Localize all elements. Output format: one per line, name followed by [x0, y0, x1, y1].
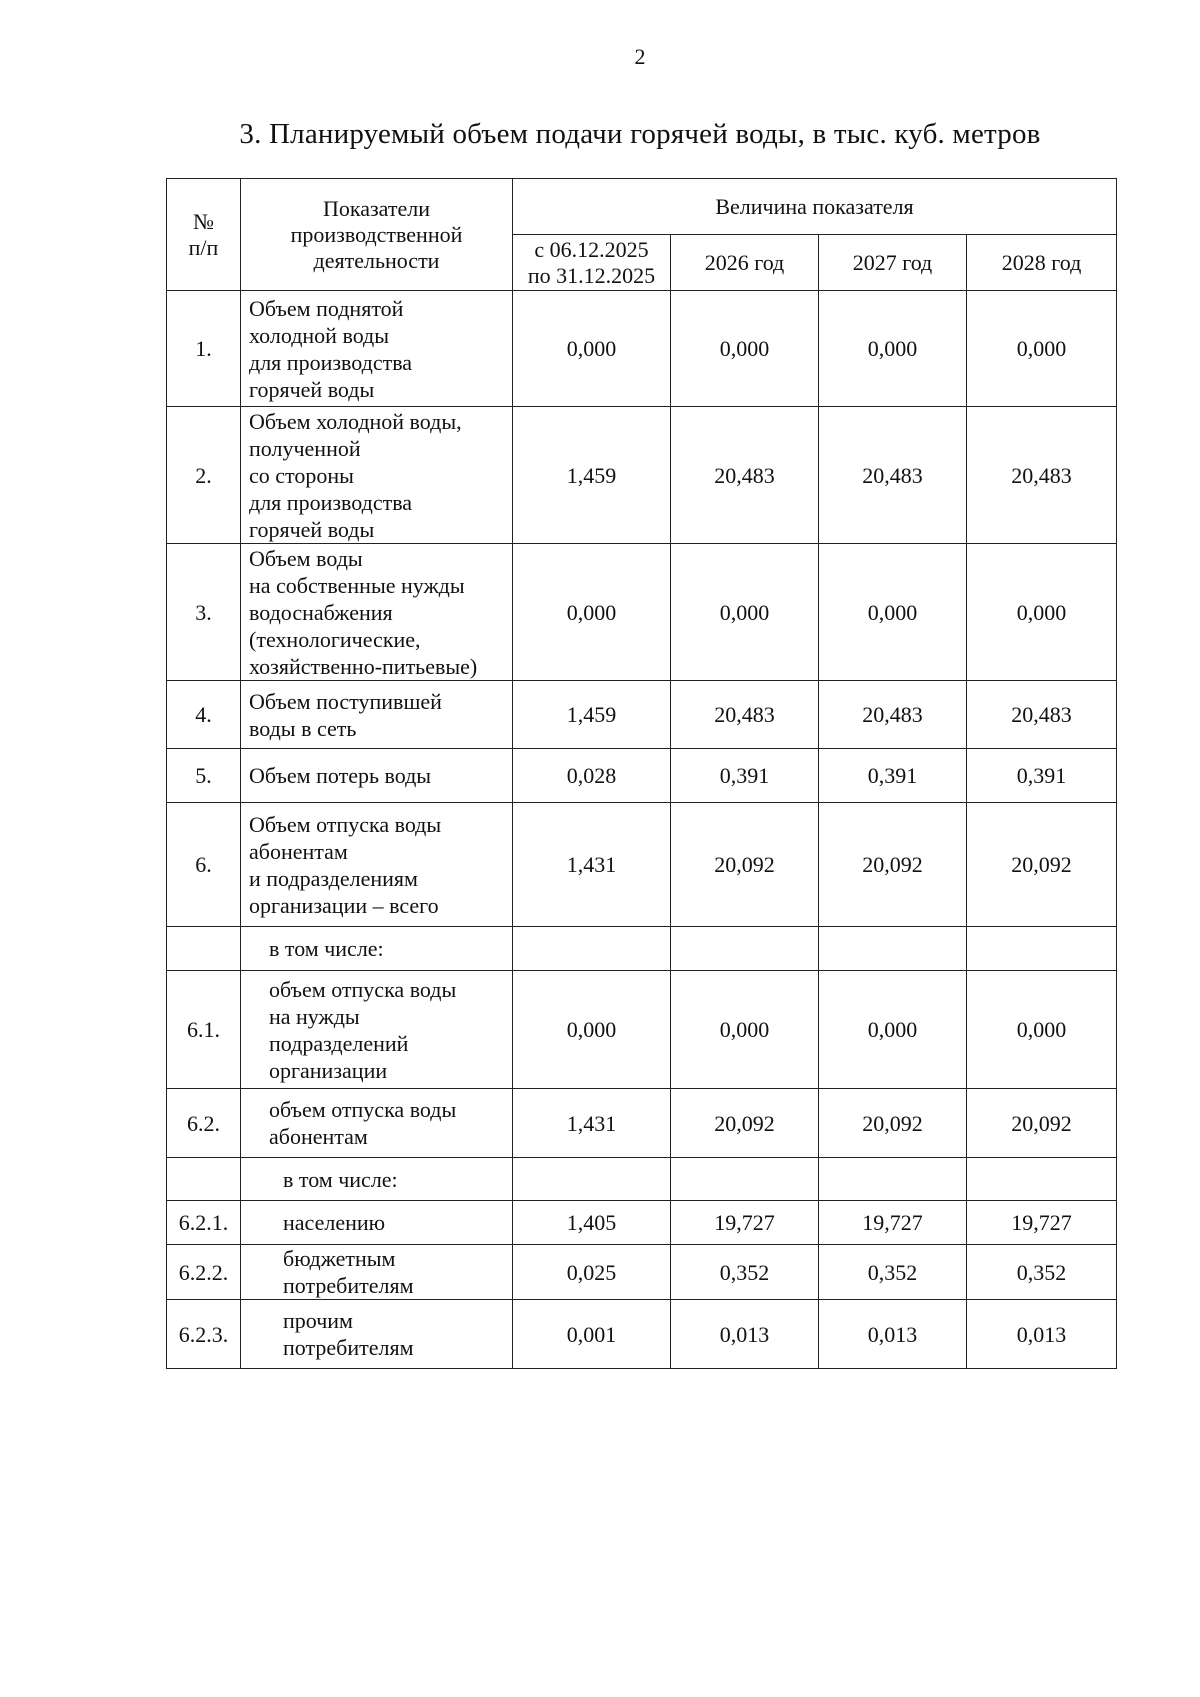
row-value-period-4: 20,092 [967, 803, 1117, 927]
row-value-period-4: 20,483 [967, 681, 1117, 749]
row-value-period-1: 0,001 [513, 1300, 671, 1369]
row-value-period-1: 0,000 [513, 971, 671, 1089]
row-value-period-2: 20,092 [671, 803, 819, 927]
row-value-period-2 [671, 927, 819, 971]
row-value-period-2: 19,727 [671, 1201, 819, 1245]
header-indicator-label: Показатели производственной деятельности [290, 195, 463, 273]
row-value-period-4: 20,483 [967, 407, 1117, 544]
table-row [167, 927, 1117, 971]
row-indicator-name: в том числе: [241, 927, 513, 971]
page-number: 2 [634, 44, 646, 69]
row-value-period-3: 0,013 [819, 1300, 967, 1369]
row-indicator-name: объем отпуска воды на нужды подразделений организации [241, 971, 513, 1089]
row-value-period-3 [819, 1158, 967, 1201]
row-value-period-1: 1,431 [513, 1089, 671, 1158]
row-value-period-3: 0,000 [819, 291, 967, 407]
row-number: 6.1. [167, 971, 241, 1089]
row-indicator-name: Объем потерь воды [241, 749, 513, 803]
header-num [167, 179, 241, 291]
row-value-period-2: 0,391 [671, 749, 819, 803]
row-number: 1. [167, 291, 241, 407]
row-value-period-3: 0,391 [819, 749, 967, 803]
row-value-period-3: 20,483 [819, 681, 967, 749]
table-row [167, 1245, 1117, 1300]
row-value-period-2: 0,000 [671, 971, 819, 1089]
row-number: 6.2. [167, 1089, 241, 1158]
row-value-period-2: 20,483 [671, 681, 819, 749]
table-row [167, 681, 1117, 749]
table-row [167, 749, 1117, 803]
row-value-period-1: 0,000 [513, 544, 671, 681]
row-indicator-name: Объем холодной воды, полученной со стороны для производства горячей воды [241, 407, 513, 544]
header-period-label: 2027 год [852, 249, 933, 275]
row-value-period-2: 20,483 [671, 407, 819, 544]
row-number: 6.2.2. [167, 1245, 241, 1300]
row-number [167, 927, 241, 971]
row-value-period-3: 0,000 [819, 971, 967, 1089]
row-value-period-4 [967, 927, 1117, 971]
water-supply-table [166, 178, 1117, 1369]
row-indicator-name: бюджетным потребителям [241, 1245, 513, 1300]
row-number [167, 1158, 241, 1201]
row-value-period-1 [513, 927, 671, 971]
row-number: 6.2.1. [167, 1201, 241, 1245]
table-row [167, 803, 1117, 927]
table-row [167, 1158, 1117, 1201]
row-number: 3. [167, 544, 241, 681]
row-indicator-name: Объем воды на собственные нужды водоснабжения (технологические, хозяйственно-питьевые) [241, 544, 513, 681]
row-value-period-1: 0,028 [513, 749, 671, 803]
header-period-label: 2026 год [704, 249, 785, 275]
row-indicator-name: Объем отпуска воды абонентам и подразделениям организации – всего [241, 803, 513, 927]
row-value-period-4 [967, 1158, 1117, 1201]
table-row [167, 291, 1117, 407]
row-indicator-name: Объем поступившей воды в сеть [241, 681, 513, 749]
row-number: 6.2.3. [167, 1300, 241, 1369]
row-indicator-name: Объем поднятой холодной воды для производства горячей воды [241, 291, 513, 407]
row-value-period-1: 0,025 [513, 1245, 671, 1300]
row-value-period-1: 1,431 [513, 803, 671, 927]
row-indicator-name: прочим потребителям [241, 1300, 513, 1369]
row-value-period-2: 0,000 [671, 544, 819, 681]
row-value-period-1: 1,405 [513, 1201, 671, 1245]
table-row [167, 1201, 1117, 1245]
document-title: 3. Планируемый объем подачи горячей воды, в тыс. куб. метров [239, 118, 1041, 150]
row-value-period-2: 0,000 [671, 291, 819, 407]
row-value-period-1: 1,459 [513, 407, 671, 544]
header-value-group [513, 179, 1117, 235]
table-row [167, 971, 1117, 1089]
row-indicator-name: объем отпуска воды абонентам [241, 1089, 513, 1158]
row-value-period-3 [819, 927, 967, 971]
row-value-period-2: 20,092 [671, 1089, 819, 1158]
header-value-group-label: Величина показателя [715, 193, 914, 219]
row-value-period-4: 0,000 [967, 971, 1117, 1089]
row-number: 4. [167, 681, 241, 749]
header-period-4 [967, 235, 1117, 291]
header-indicator [241, 179, 513, 291]
row-value-period-1: 1,459 [513, 681, 671, 749]
row-value-period-4: 19,727 [967, 1201, 1117, 1245]
header-period-3 [819, 235, 967, 291]
row-value-period-4: 0,391 [967, 749, 1117, 803]
header-period-1 [513, 235, 671, 291]
row-value-period-2: 0,013 [671, 1300, 819, 1369]
table-row [167, 544, 1117, 681]
row-value-period-4: 0,013 [967, 1300, 1117, 1369]
header-period-label: с 06.12.2025 по 31.12.2025 [527, 236, 656, 288]
row-number: 5. [167, 749, 241, 803]
row-number: 6. [167, 803, 241, 927]
row-indicator-name: населению [241, 1201, 513, 1245]
row-value-period-3: 20,092 [819, 1089, 967, 1158]
header-period-2 [671, 235, 819, 291]
row-value-period-2 [671, 1158, 819, 1201]
row-indicator-name: в том числе: [241, 1158, 513, 1201]
row-value-period-3: 0,352 [819, 1245, 967, 1300]
row-value-period-3: 20,092 [819, 803, 967, 927]
row-value-period-1 [513, 1158, 671, 1201]
row-value-period-4: 0,352 [967, 1245, 1117, 1300]
row-value-period-2: 0,352 [671, 1245, 819, 1300]
header-period-label: 2028 год [1001, 249, 1082, 275]
row-value-period-4: 0,000 [967, 544, 1117, 681]
row-value-period-3: 19,727 [819, 1201, 967, 1245]
row-value-period-4: 0,000 [967, 291, 1117, 407]
table-body [167, 291, 1117, 1369]
row-value-period-1: 0,000 [513, 291, 671, 407]
table-header [167, 179, 1117, 291]
table-row [167, 1300, 1117, 1369]
header-num-label: № п/п [188, 208, 219, 260]
row-value-period-4: 20,092 [967, 1089, 1117, 1158]
table-row [167, 407, 1117, 544]
row-number: 2. [167, 407, 241, 544]
row-value-period-3: 20,483 [819, 407, 967, 544]
table-row [167, 1089, 1117, 1158]
row-value-period-3: 0,000 [819, 544, 967, 681]
